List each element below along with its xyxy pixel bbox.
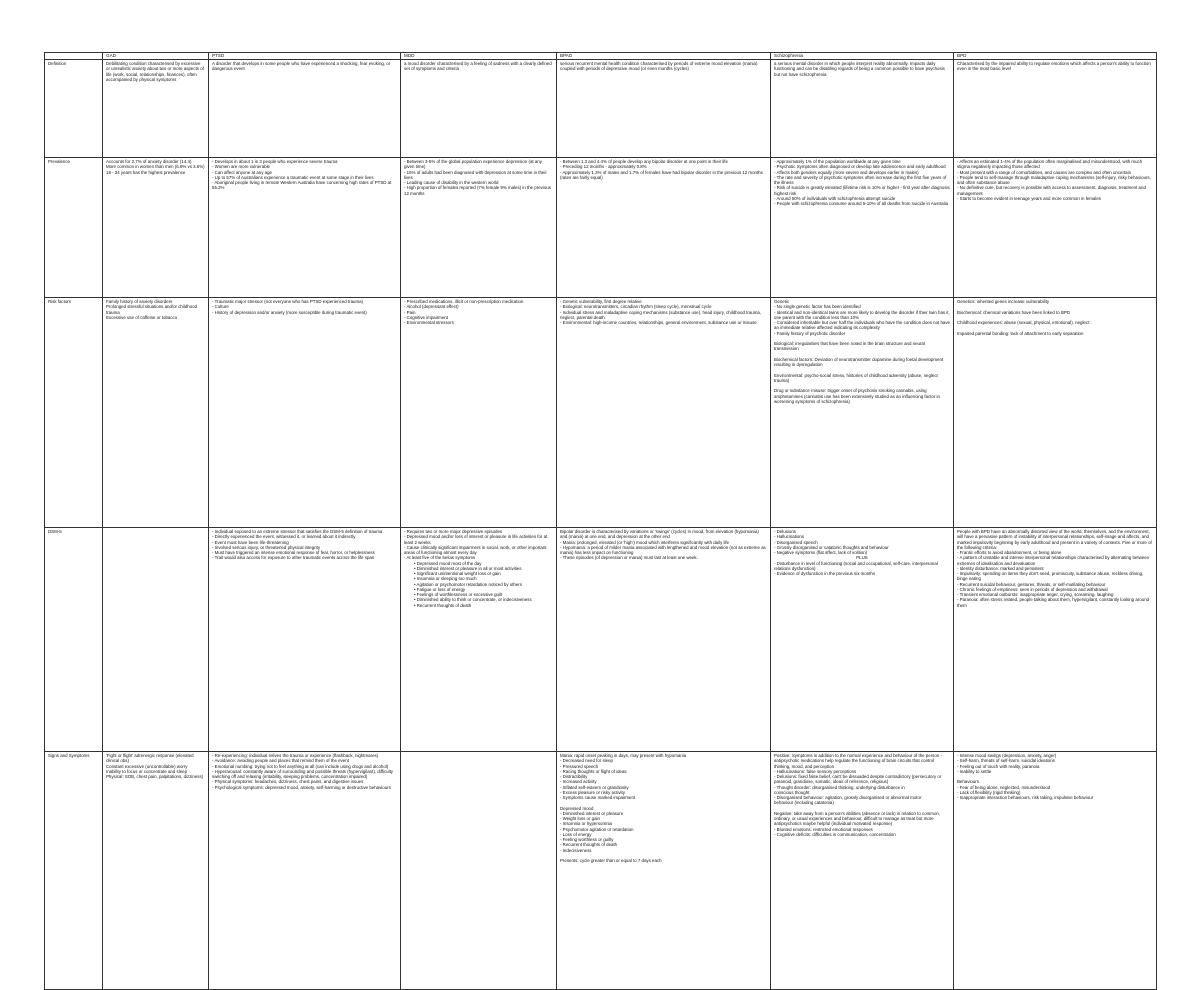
- cell-line: - Can affect anyone at any age: [212, 169, 272, 175]
- cell-ptsd: [209, 752, 401, 990]
- cell-line: - Individual stress and maladaptive coping mechanisms (substance use), head injury, childhood trauma, neglect, parental death: [560, 309, 762, 320]
- column-header: [45, 53, 103, 60]
- cell-schizophrenia: [771, 752, 954, 990]
- cell-line: behaviour (including catatonia): [774, 800, 834, 806]
- cell-ptsd: [209, 158, 401, 298]
- column-header-ptsd: PTSD: [209, 53, 401, 60]
- cell-line: - Individual exposed to an extreme stressor that satisfies the DSM-5 definition of trauma: [212, 529, 383, 534]
- cell-line: - Self-harm, threats of self-harm, suicidal ideations: [957, 758, 1055, 764]
- cell-line: PLUS: [856, 555, 868, 561]
- cell-line: - Transient emotional outbursts: inappropriate anger, crying, screaming, laughing: [957, 592, 1114, 597]
- cell-line: a mood disorder characterised by a feeling of sadness with a clearly defined set of symptoms and criteria: [404, 61, 552, 72]
- cell-line: - Hyperarousal: constantly aware of surrounding and possible threats (hypervigilant), difficulty switching off and relaxing (irritability, sleeping problems, concentration impaired): [212, 768, 394, 779]
- cell-ptsd: [209, 60, 401, 158]
- cell-line: - No definitive cure, but recovery is possible with access to assessment, diagnosis, treatment and management: [957, 185, 1146, 196]
- cell-line: - Chronic feelings of emptiness: seen in periods of depression and withdrawal: [957, 586, 1108, 592]
- cell-line: 'Fight or flight' adrenergic response (elevated clinical obs): [106, 753, 194, 764]
- cell-line: • Significant unintentional weight loss or gain: [414, 571, 501, 576]
- table-row: [45, 528, 1157, 752]
- cell-line: People with BPD have an abnormally distorted view of the world, themselves, and the environment, will have a pervasive pattern of instability of interpersonal relationships, self-image and affects, and marked impulsivity beginning by early adulthood and present in a variety of contexts. Five or more of the following criteria:: [957, 529, 1152, 550]
- cell-line: - Pressured speech: [560, 763, 599, 769]
- cell-line: - Preceding 12 months - approximately 0.8%: [560, 164, 647, 170]
- cell-schizophrenia: [771, 298, 954, 528]
- cell-line: A disorder that develops in some people who have experienced a shocking, fear evoking, or dangerous event: [212, 61, 391, 72]
- cell-line: - Physical symptoms: headaches, dizziness, chest pains, and digestive issues: [212, 779, 364, 785]
- cell-line: - High proportion of females reported (7% female 9% males) in the previous 12 months: [404, 185, 551, 196]
- cell-line: - Weight loss or gain: [560, 816, 600, 821]
- cell-line: - Decreased need for sleep: [560, 758, 613, 764]
- row-label: Definition: [45, 60, 103, 158]
- cell-line: - Racing thoughts or flight of ideas: [560, 768, 627, 774]
- cell-line: - Delusions: [774, 529, 796, 534]
- cell-line: Prolonged stressful situations and/or childhood trauma: [106, 304, 198, 315]
- cell-line: Accounts for 2.7% of anxiety disorder (14.4): [106, 159, 192, 164]
- cell-line: - Disorganised behaviour: agitation, grossly disorganised or abnormal motor: [774, 795, 922, 800]
- cell-line: - Grossly disorganised or catatonic thoughts and behaviour: [774, 544, 889, 550]
- cell-line: - Women are more vulnerable: [212, 164, 270, 170]
- cell-bpad: [557, 752, 771, 990]
- row-label: Risk factors: [45, 298, 103, 528]
- row-label: Signs and Symptoms: [45, 752, 103, 990]
- cell-line: - Between 1.3 and 4.4% of people develop any bipolar disorder at one point in their life: [560, 159, 728, 164]
- cell-line: - Mania: prolonged, elevated (or 'high') mood which interferes significantly with daily life: [560, 539, 730, 545]
- cell-line: - Aboriginal people living in remote Western Australia have concerning high rates of PTSD at 55.2%: [212, 180, 392, 191]
- cell-line: Biochemical factors: Deviation of neurotransmitter dopamine during foetal development resulting in dysregulation: [774, 356, 944, 367]
- cell-bpad: [557, 158, 771, 298]
- cell-line: - Up to 57% of Australians experience a traumatic event at some stage in their lives: [212, 174, 374, 180]
- cell-mdd: [401, 528, 557, 752]
- cell-line: - Identity disturbance: marked and persistent: [957, 565, 1044, 571]
- cell-line: - Hypomania: a period of milder mania associated with lengthened and mood elevation (not as extreme as mania) has less impact on functioning: [560, 544, 766, 555]
- cell-line: - Symptoms cause marked impairment: [560, 795, 636, 800]
- cell-line: - Approximately 1% of the population worldwide at any given time: [774, 159, 901, 164]
- cell-schizophrenia: [771, 158, 954, 298]
- cell-line: - Disturbance in level of functioning (social and occupational, self-care, interpersonal relations dysfunction): [774, 560, 938, 571]
- cell-line: - These episodes (of depression or mania) must last at least one week.: [560, 555, 698, 561]
- cell-line: • Fatigue or loss of energy: [414, 586, 466, 592]
- cell-ptsd: [209, 298, 401, 528]
- cell-line: - Evidence of dysfunction in the previous six months: [774, 571, 876, 576]
- cell-line: Mania: rapid onset peaking in days, may present with hypomania: [560, 753, 687, 758]
- cell-line: - Leading cause of disability in the western world: [404, 180, 499, 185]
- cell-line: - Indecisiveness: [560, 847, 592, 853]
- cell-line: - The rate and severity of psychotic symptoms often increase during the first five years of the illness: [774, 174, 947, 185]
- table-row: [45, 60, 1157, 158]
- row-label: Prevalence: [45, 158, 103, 298]
- cell-line: - Most present with a range of comorbidities, and causes are complex and often uncertain: [957, 169, 1132, 175]
- table-row: [45, 298, 1157, 528]
- cell-line: Physical: SOB, chest pain, palpitations, dizziness): [106, 774, 204, 779]
- cell-gad: [103, 60, 209, 158]
- cell-schizophrenia: [771, 60, 954, 158]
- cell-line: - Insomnia or hypersomnia: [560, 821, 612, 827]
- cell-line: - Re-experiencing: individual relives the trauma or experience (flashback, nightmares): [212, 753, 379, 758]
- cell-line: - Frantic efforts to avoid abandonment, or being alone: [957, 550, 1062, 555]
- cell-line: - History of depression and/or anxiety (more susceptible during traumatic event): [212, 309, 367, 315]
- cell-line: Positive: Symptoms in addition to the normal experience and behaviour of the person - antipsychotic medications help regulate the functioning of brain circuits that control thinking, mood, and perception: [774, 753, 942, 769]
- cell-line: More common in women than men (6.8% vs 3.6%): [106, 164, 205, 170]
- cell-line: Biological: irregularities that have been noted in the brain structure and neural transmission: [774, 341, 925, 352]
- cell-line: - Develops in about 1 in 3 people who experience severe trauma: [212, 159, 338, 164]
- cell-line: - Family history of psychotic disorder: [774, 330, 846, 336]
- cell-line: - Recurrent suicidal behaviour, gestures, threats, or self-mutilating behaviour: [957, 581, 1106, 587]
- cell-line: - Approximately 1.3% of males and 1.7% of females have had bipolar disorder in the previous 12 months (rates are fairly equal): [560, 169, 763, 180]
- header-row: [45, 53, 1157, 60]
- cell-line: Constant excessive (uncontrollable) worry: [106, 763, 188, 769]
- comparison-table: [44, 52, 1157, 990]
- cell-line: • Depressed mood most of the day: [414, 560, 482, 566]
- cell-line: • Agitation or psychomotor retardation noticed by others: [414, 581, 522, 587]
- cell-schizophrenia: [771, 528, 954, 752]
- cell-line: Characterised by the impaired ability to regulate emotions which affects a person's ability to function even in the most basic level: [957, 61, 1151, 72]
- cell-line: - Blunted emotions: restricted emotional responses: [774, 826, 873, 832]
- cell-line: Childhood experiences: abuse (sexual, physical, emotional), neglect: [957, 320, 1090, 325]
- cell-mdd: [401, 60, 557, 158]
- column-header-mdd: MDD: [401, 53, 557, 60]
- cell-line: Drug or substance misuse: trigger onset of psychosis smoking cannabis, using amphetamines (cannabis use has been extensively studied as an influencing factor in worsening symptoms of schizophrenia): [774, 388, 940, 404]
- cell-line: - Feeling worthless or guilty: [560, 837, 614, 842]
- cell-line: - Environmental stressors: [404, 320, 454, 325]
- cell-line: - Requires two or more major depressive episodes: [404, 529, 503, 534]
- cell-line: - Emotional numbing: trying not to feel anything at all (can include using drugs and alcohol): [212, 763, 389, 769]
- cell-line: Genetic: [774, 299, 790, 304]
- cell-gad: [103, 158, 209, 298]
- cell-line: - Directly experienced the event, witnessed it, or learned about it indirectly: [212, 534, 356, 540]
- cell-line: - Disorganised speech: [774, 539, 818, 545]
- cell-line: - Trait would also access for exposure to other traumatic events across the life span: [212, 555, 375, 561]
- cell-bpad: [557, 528, 771, 752]
- cell-line: - Inflated self-esteem or grandiosity: [560, 784, 629, 790]
- cell-line: - No single genetic factor has been identified: [774, 304, 861, 310]
- cell-line: serious recurrent mental health condition characterised by periods of extreme mood elevation (mania) coupled with periods of depressive mood (or even months (cycles): [560, 61, 758, 72]
- cell-line: - Psychomotor agitation or retardation: [560, 826, 634, 832]
- cell-line: - Impulsivity: spending on items they don't need, promiscuity, substance abuse, reckless driving, binge eating: [957, 571, 1144, 582]
- cell-line: - Considered inheritable but over half the individuals who have the condition does not have an immediate relative affected indicating its complexity: [774, 320, 950, 331]
- cell-bpd: [954, 298, 1157, 528]
- cell-line: conscious thought: [774, 789, 810, 795]
- cell-line: - Between 3-5% of the global population experience depression (at any given time): [404, 159, 542, 170]
- cell-line: - Alcohol (depressant effect): [404, 304, 459, 310]
- cell-line: • Feelings of worthlessness or excessive guilt: [414, 592, 503, 597]
- cell-line: - Risk of suicide is greatly elevated (lifetime risk is 10% or higher - first year after diagnosis highest risk: [774, 185, 950, 196]
- cell-line: Environmental: psycho-social stress, histories of childhood adversity (abuse, neglect trauma): [774, 372, 938, 383]
- cell-line: - At least five of the below symptoms: [404, 555, 476, 561]
- cell-line: - Affects an estimated 1-4% of the population often marginalised and misunderstood, with much stigma negatively impacting those affected: [957, 159, 1143, 170]
- cell-ptsd: [209, 528, 401, 752]
- cell-line: Inability to focus or concentrate and sleep: [106, 768, 188, 774]
- cell-bpd: [954, 60, 1157, 158]
- cell-line: - People tend to self-manage through maladaptive coping mechanisms (self-injury, risky behaviours, and often substance abuse: [957, 174, 1151, 185]
- cell-line: - Identical and non-identical twins are more likely to develop the disorder if their twin has it, one parent with the condition less than 10%: [774, 309, 950, 320]
- cell-line: - Delusions: fixed false belief, can't be dissuaded despite contradictory (persecutory or paranoid, grandiose, somatic, ideas of reference, religious): [774, 774, 942, 785]
- cell-line: - People with schizophrenia consume around 5-10% of all deaths from suicide in Australia: [774, 201, 949, 206]
- cell-line: - Recurrent thoughts of death: [560, 842, 618, 848]
- cell-line: - Negative symptoms (flat affect, lack of volition): [774, 550, 868, 555]
- cell-bpad: [557, 298, 771, 528]
- cell-line: - Genetic vulnerability, first degree relative: [560, 299, 642, 304]
- cell-bpd: [954, 752, 1157, 990]
- cell-line: - Thought disorder: disorganised thinking, underlying disturbance in: [774, 784, 905, 790]
- column-header-bpad: BPAD: [557, 53, 771, 60]
- cell-line: - 15% of adults had been diagnosed with depression at some time in their lives: [404, 169, 547, 180]
- cell-gad: [103, 298, 209, 528]
- cell-line: - Lack of flexibility (rigid thinking): [957, 789, 1021, 795]
- cell-line: - Biological: neurotransmitters, circadian rhythm (sleep cycle), menstrual cycle: [560, 304, 712, 310]
- column-header-schizophrenia: Schizophrenia: [771, 53, 954, 60]
- cell-line: - Depressed mood and/or loss of interest or pleasure in life activities for at least 2 weeks: [404, 534, 548, 545]
- cell-line: - Loss of energy: [560, 831, 592, 837]
- cell-line: - Psychotic Symptoms often diagnosed or develop late adolescence and early adulthood: [774, 164, 946, 170]
- cell-mdd: [401, 298, 557, 528]
- cell-line: - Paranoia: often stress related, people talking about them, hypervigilant, constantly looking around them: [957, 597, 1150, 608]
- cell-line: - Fear of being alone, neglected, misunderstood: [957, 784, 1051, 790]
- table-row: [45, 752, 1157, 990]
- cell-bpad: [557, 60, 771, 158]
- cell-line: - Hallucinations: [774, 534, 805, 540]
- cell-line: - Feeling out of touch with reality, paranoia: [957, 763, 1040, 769]
- table-row: [45, 158, 1157, 298]
- cell-line: Depressed mood: [560, 805, 594, 811]
- cell-line: Debilitating condition characterised by excessive or unrealistic anxiety about two or more aspects of life (work, social, relationships, finances), often accompanied by physical symptoms: [106, 61, 204, 82]
- cell-line: Negative: take away from a person's abilities (absence or lack) in relation to common, ordinary, or usual experiences and behaviour, difficult to manage as treat but more antipsychotics maybe helpful (individual motivated response): [774, 810, 941, 827]
- cell-line: - Pain: [404, 309, 416, 315]
- cell-line: Impaired parental bonding: lack of attachment to early separation: [957, 330, 1084, 336]
- cell-bpd: [954, 158, 1157, 298]
- cell-line: - Environmental: high-income countries, relationships, general environment, substance use or misuse: [560, 320, 757, 325]
- cell-line: - Involved serious injury, or threatened physical integrity: [212, 544, 321, 550]
- cell-line: Family history of anxiety disorders: [106, 299, 173, 304]
- cell-line: - Excess pleasure or risky activity: [560, 789, 625, 795]
- cell-gad: [103, 528, 209, 752]
- cell-line: Bipolar disorder is characterised by variations or 'swings' (cycles) in mood, from elevation (hypomania) and (mania) at one end, and depression at the other end: [560, 529, 759, 540]
- cell-line: - Psychological symptoms: depressed mood, anxiety, self-harming or destructive behaviours: [212, 784, 391, 790]
- cell-mdd: [401, 752, 557, 990]
- cell-line: - Around 50% of individuals with schizophrenia attempt suicide: [774, 195, 896, 201]
- cell-line: Excessive use of caffeine or tobacco: [106, 314, 178, 320]
- cell-line: Behaviours: [957, 779, 979, 785]
- cell-line: - Affects both genders equally (more severe and develops earlier in males): [774, 169, 919, 175]
- cell-line: - A pattern of unstable and intense interpersonal relationships characterised by alternating between extremes of idealisation and devaluation: [957, 555, 1150, 566]
- cell-line: - Cognitive impairment: [404, 314, 448, 320]
- cell-line: • Diminished interest or pleasure in all or most activities: [414, 565, 522, 571]
- cell-line: - Cognitive deficits: difficulties in communication, concentration: [774, 831, 896, 837]
- row-label: DSM-5: [45, 528, 103, 752]
- cell-line: - Intense mood swings (depression, anxiety, anger): [957, 753, 1057, 758]
- cell-line: - Hallucinations: false sensory perceptions: [774, 768, 857, 774]
- cell-line: a serious mental disorder in which people interpret reality abnormally. Impacts daily functioning and can be disabling regards of being a common possible to have psychosis but not have schizophrenia: [774, 61, 945, 77]
- cell-line: - Cause clinically significant impairment in social, work, or other important areas of functioning almost every day: [404, 544, 547, 555]
- column-header-bpd: BPD: [954, 53, 1157, 60]
- cell-line: • Diminished ability to think or concentrate, or indecisiveness: [414, 597, 532, 603]
- cell-bpd: [954, 528, 1157, 752]
- cell-line: - Inappropriate interaction behaviours, risk taking, impulsive behaviour: [957, 795, 1094, 800]
- cell-mdd: [401, 158, 557, 298]
- cell-line: - Prescribed medications, illicit or non-prescription medication: [404, 299, 524, 304]
- cell-line: • Insomnia or sleeping too much: [414, 576, 477, 582]
- cell-line: Presents: cycle greater than or equal to 7 days each: [560, 858, 662, 863]
- cell-line: - Culture: [212, 304, 229, 310]
- table-body: [45, 60, 1157, 990]
- column-header-gad: GAD: [103, 53, 209, 60]
- cell-line: - Traumatic major stressor (not everyone who has PTSD experienced trauma): [212, 299, 364, 304]
- cell-line: - Must have triggered an intense emotional response of fear, horror, or helplessness: [212, 550, 375, 555]
- cell-gad: [103, 752, 209, 990]
- cell-line: - Avoidance: avoiding people and places that remind them of the event: [212, 758, 349, 764]
- cell-line: 18 - 34 years has the highest prevalence: [106, 169, 186, 175]
- cell-line: Genetics: inherited genes increase vulnerability: [957, 299, 1050, 304]
- cell-line: Biochemical: chemical variations have been linked to BPD: [957, 309, 1070, 315]
- cell-line: - Starts to become evident in teenage years and more common in females: [957, 195, 1101, 201]
- cell-line: - Increased activity: [560, 779, 597, 785]
- cell-line: - Distractibility: [560, 774, 588, 779]
- cell-line: - Inability to settle: [957, 768, 992, 774]
- cell-line: • Recurrent thoughts of death: [414, 602, 472, 608]
- cell-line: - Diminished interest or pleasure: [560, 810, 624, 816]
- cell-line: - Event must have been life-threatening: [212, 539, 289, 545]
